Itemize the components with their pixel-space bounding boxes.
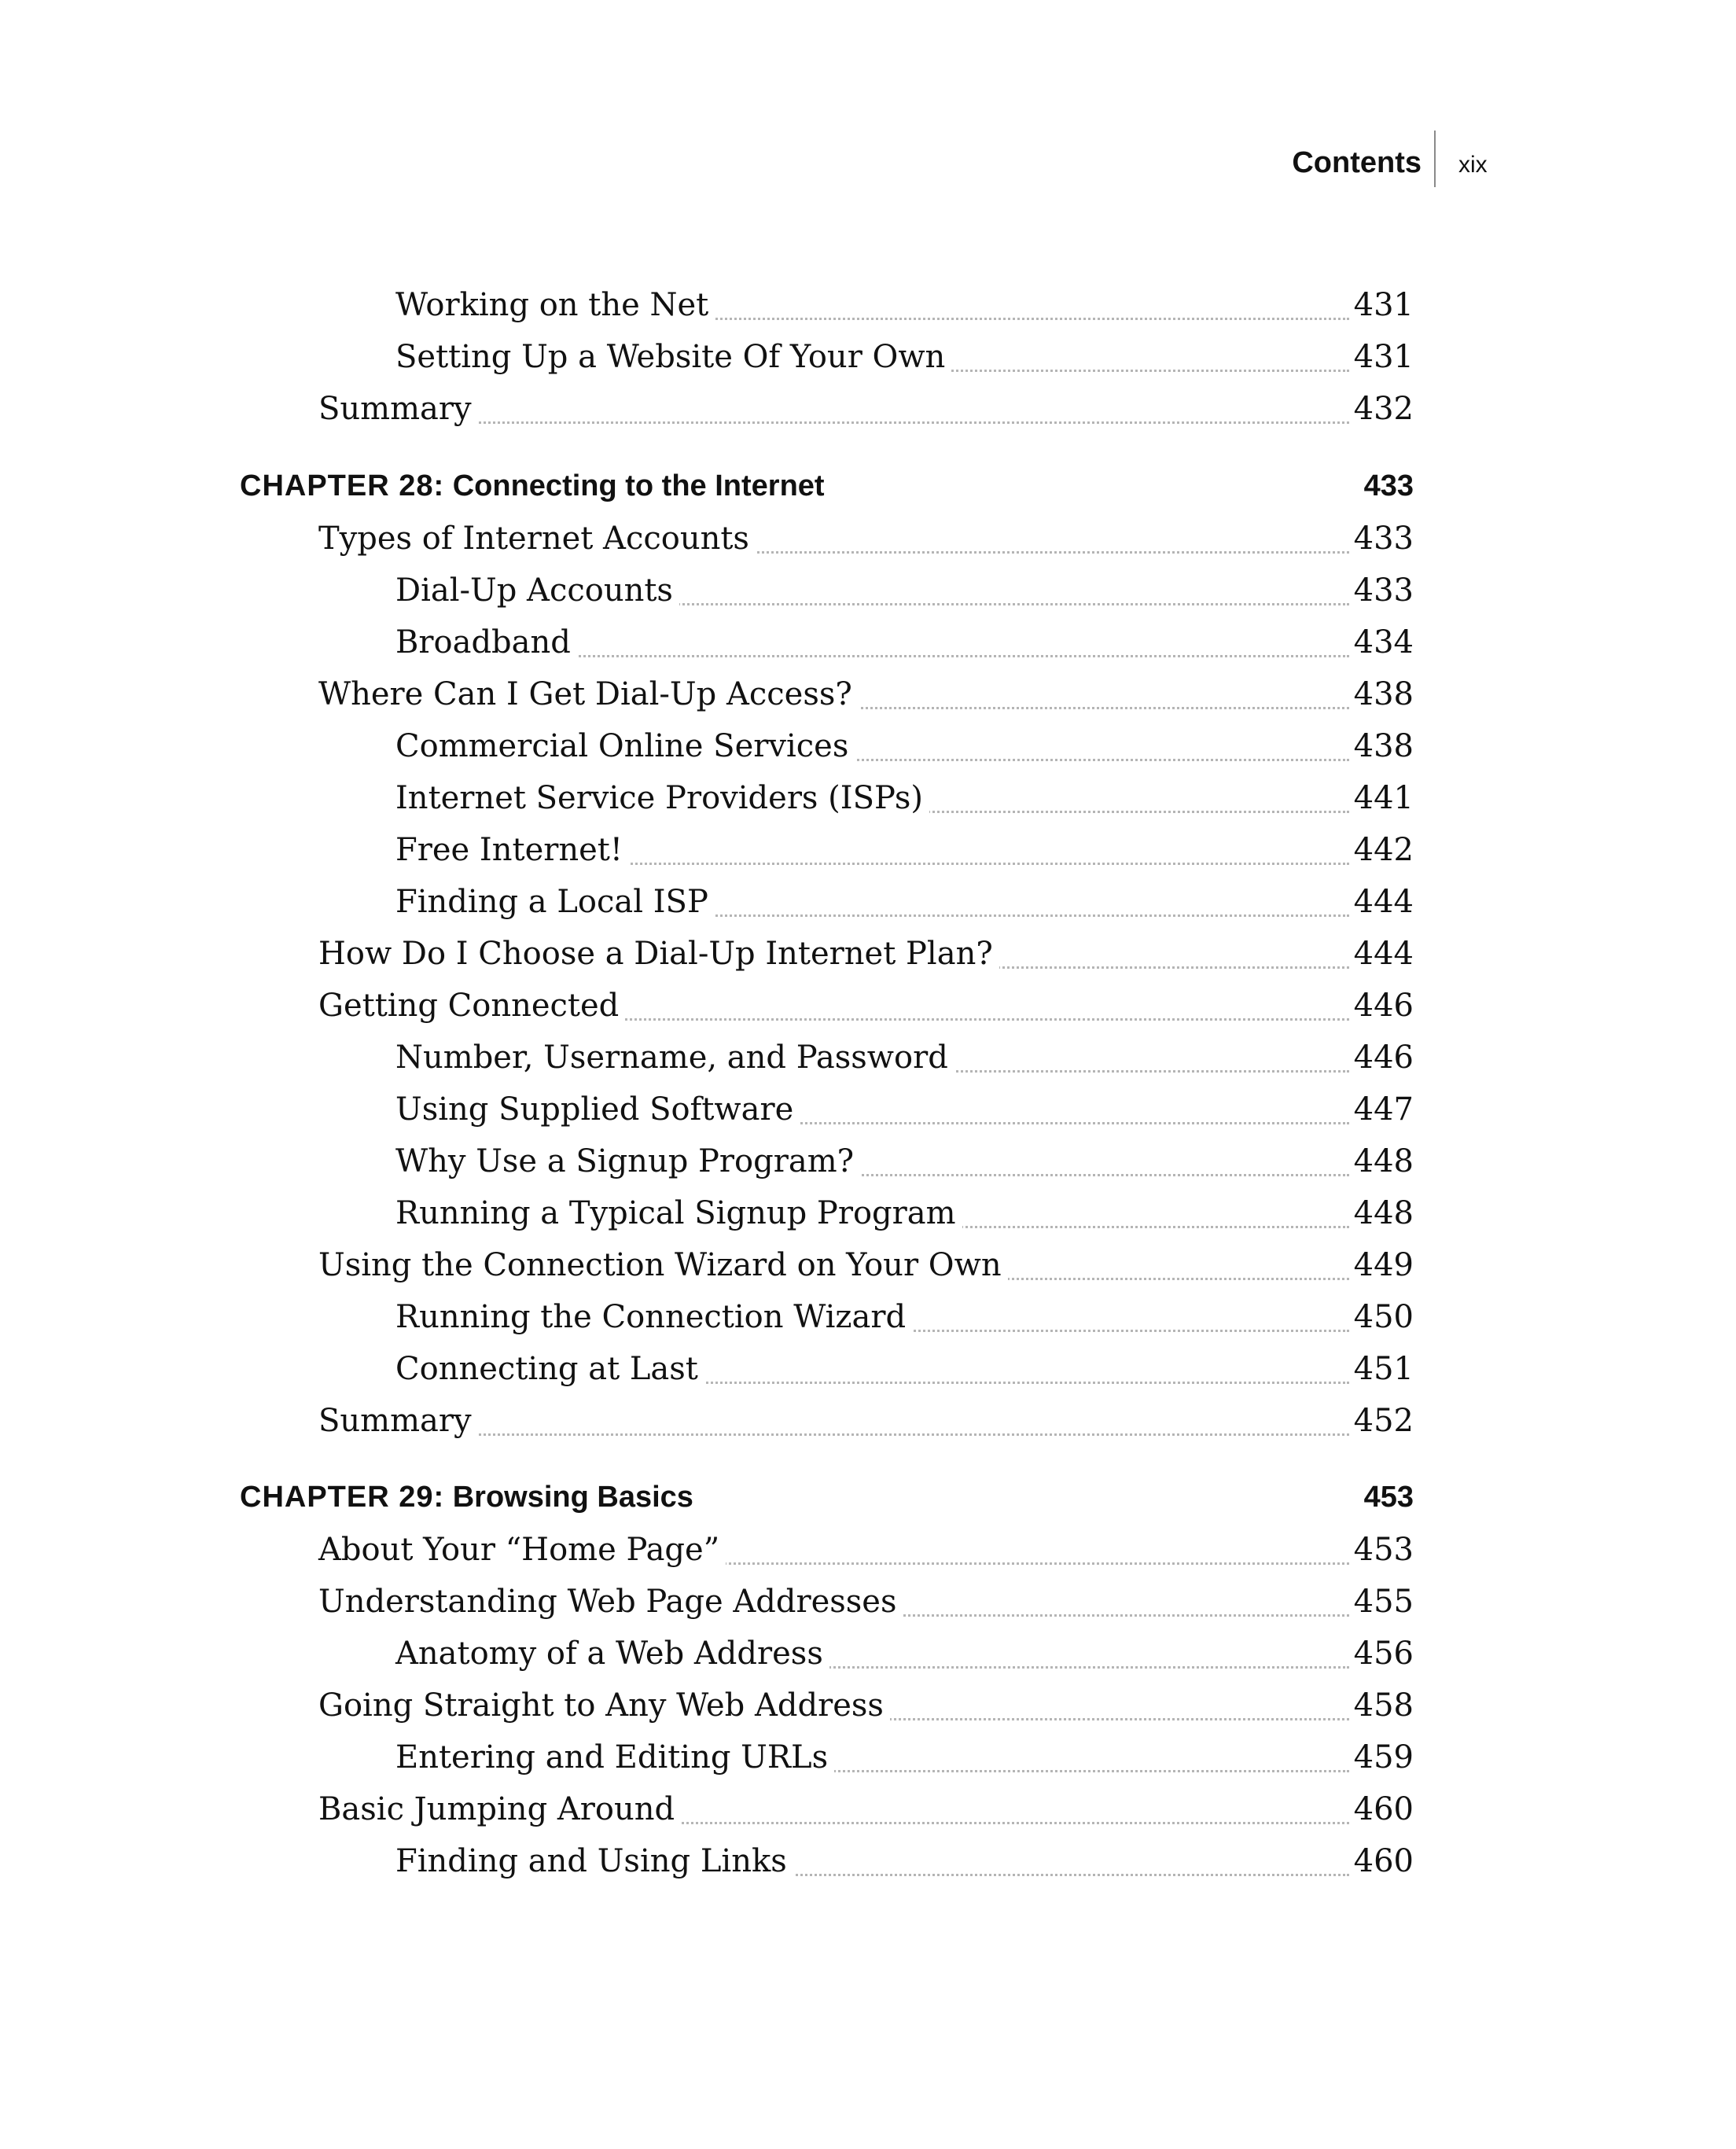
toc-entry: [0, 568, 1736, 620]
toc-entry-title: Broadband: [395, 624, 577, 661]
toc-entry-title: Getting Connected: [318, 988, 625, 1024]
toc-entry-title: Types of Internet Accounts: [318, 521, 756, 557]
toc-entry: [0, 1735, 1736, 1787]
toc-entry: [0, 334, 1736, 386]
toc-entry: [0, 1294, 1736, 1346]
toc-entry-page: 448: [1353, 1195, 1414, 1231]
chapter-heading: [240, 1481, 693, 1514]
toc-entry-title: Using the Connection Wizard on Your Own: [318, 1247, 1008, 1283]
toc-entry-title: Running the Connection Wizard: [395, 1299, 912, 1335]
chapter-page-number: 453: [1363, 1481, 1414, 1514]
chapter-number: CHAPTER 29:: [240, 1481, 445, 1514]
toc-entry-page: 453: [1353, 1532, 1414, 1568]
toc-entry-page: 444: [1353, 936, 1414, 972]
toc-entry-page: 448: [1353, 1143, 1414, 1179]
toc-entry-title: How Do I Choose a Dial-Up Internet Plan?: [318, 936, 999, 972]
toc-chapter-heading: [0, 464, 1736, 516]
chapter-heading: [240, 469, 825, 503]
toc-entry-title: Free Internet!: [395, 832, 629, 868]
toc-entry: [0, 620, 1736, 672]
toc-entry-title: Running a Typical Signup Program: [395, 1195, 962, 1231]
toc-entry-title: Number, Username, and Password: [395, 1040, 954, 1076]
toc-entry: [0, 775, 1736, 827]
toc-entry: [0, 827, 1736, 879]
toc-entry-title: Why Use a Signup Program?: [395, 1143, 860, 1179]
toc-entry-title: Internet Service Providers (ISPs): [395, 780, 929, 816]
chapter-title: Browsing Basics: [452, 1481, 693, 1514]
toc-entry-title: Using Supplied Software: [395, 1091, 800, 1128]
toc-entry: [0, 1527, 1736, 1579]
toc-entry: [0, 1190, 1736, 1242]
toc-entry: [0, 1035, 1736, 1087]
toc-entry: [0, 282, 1736, 334]
toc-entry-page: 438: [1353, 728, 1414, 764]
toc-entry-page: 442: [1353, 832, 1414, 868]
toc-entry-title: Going Straight to Any Web Address: [318, 1687, 890, 1724]
toc-entry-title: Finding a Local ISP: [395, 884, 715, 920]
toc-entry-page: 460: [1353, 1791, 1414, 1827]
toc-entry-page: 451: [1353, 1351, 1414, 1387]
toc-entry: [0, 1242, 1736, 1294]
toc-entry: [0, 723, 1736, 775]
toc-entry: [0, 931, 1736, 983]
toc-entry-title: Dial-Up Accounts: [395, 572, 679, 609]
running-header-title: Contents: [1292, 146, 1422, 179]
toc-entry: [0, 1139, 1736, 1190]
toc-entry-page: 446: [1353, 988, 1414, 1024]
toc-entry-page: 447: [1353, 1091, 1414, 1128]
toc-entry: [0, 386, 1736, 438]
toc-entry-title: Setting Up a Website Of Your Own: [395, 339, 951, 375]
toc-entry-page: 460: [1353, 1843, 1414, 1879]
toc-entry: [0, 516, 1736, 568]
toc-entry-title: Commercial Online Services: [395, 728, 855, 764]
toc-entry-page: 431: [1353, 339, 1414, 375]
toc-entry-title: Working on the Net: [395, 287, 715, 323]
toc-entry-page: 459: [1353, 1739, 1414, 1776]
toc-entry-page: 444: [1353, 884, 1414, 920]
toc-entry-title: Where Can I Get Dial-Up Access?: [318, 676, 859, 712]
toc-entry: [0, 1579, 1736, 1631]
toc-entry: [0, 1398, 1736, 1450]
chapter-number: CHAPTER 28:: [240, 469, 445, 502]
toc-entry-title: Summary: [318, 391, 478, 427]
toc-entry-title: Summary: [318, 1403, 478, 1439]
toc-entry-page: 446: [1353, 1040, 1414, 1076]
toc-entry: [0, 1346, 1736, 1398]
toc-entry-page: 432: [1353, 391, 1414, 427]
toc-entry-page: 458: [1353, 1687, 1414, 1724]
toc-entry-page: 456: [1353, 1636, 1414, 1672]
toc-entry: [0, 879, 1736, 931]
toc-entry-title: Entering and Editing URLs: [395, 1739, 834, 1776]
toc-entry-title: Understanding Web Page Addresses: [318, 1584, 903, 1620]
toc-entry: [0, 672, 1736, 723]
toc-entry-page: 450: [1353, 1299, 1414, 1335]
toc-entry: [0, 1787, 1736, 1838]
toc-entry: [0, 1683, 1736, 1735]
toc-entry-page: 433: [1353, 572, 1414, 609]
toc-entry: [0, 1631, 1736, 1683]
toc-entry-page: 434: [1353, 624, 1414, 661]
toc-entry-page: 449: [1353, 1247, 1414, 1283]
toc-entry-title: About Your “Home Page”: [318, 1532, 726, 1568]
chapter-title: Connecting to the Internet: [452, 469, 825, 502]
toc-entry-page: 431: [1353, 287, 1414, 323]
toc-entry-title: Finding and Using Links: [395, 1843, 793, 1879]
toc-entry-page: 438: [1353, 676, 1414, 712]
toc-entry-title: Connecting at Last: [395, 1351, 704, 1387]
toc-entry-page: 441: [1353, 780, 1414, 816]
chapter-page-number: 433: [1363, 469, 1414, 502]
toc-entry-page: 455: [1353, 1584, 1414, 1620]
toc-entry: [0, 1087, 1736, 1139]
toc-entry-title: Basic Jumping Around: [318, 1791, 681, 1827]
page-number: xix: [1458, 152, 1488, 178]
toc-entry-page: 433: [1353, 521, 1414, 557]
toc-chapter-heading: [0, 1475, 1736, 1527]
toc-entry-title: Anatomy of a Web Address: [395, 1636, 829, 1672]
toc-entry-page: 452: [1353, 1403, 1414, 1439]
toc-entry: [0, 1838, 1736, 1890]
toc-entry: [0, 983, 1736, 1035]
